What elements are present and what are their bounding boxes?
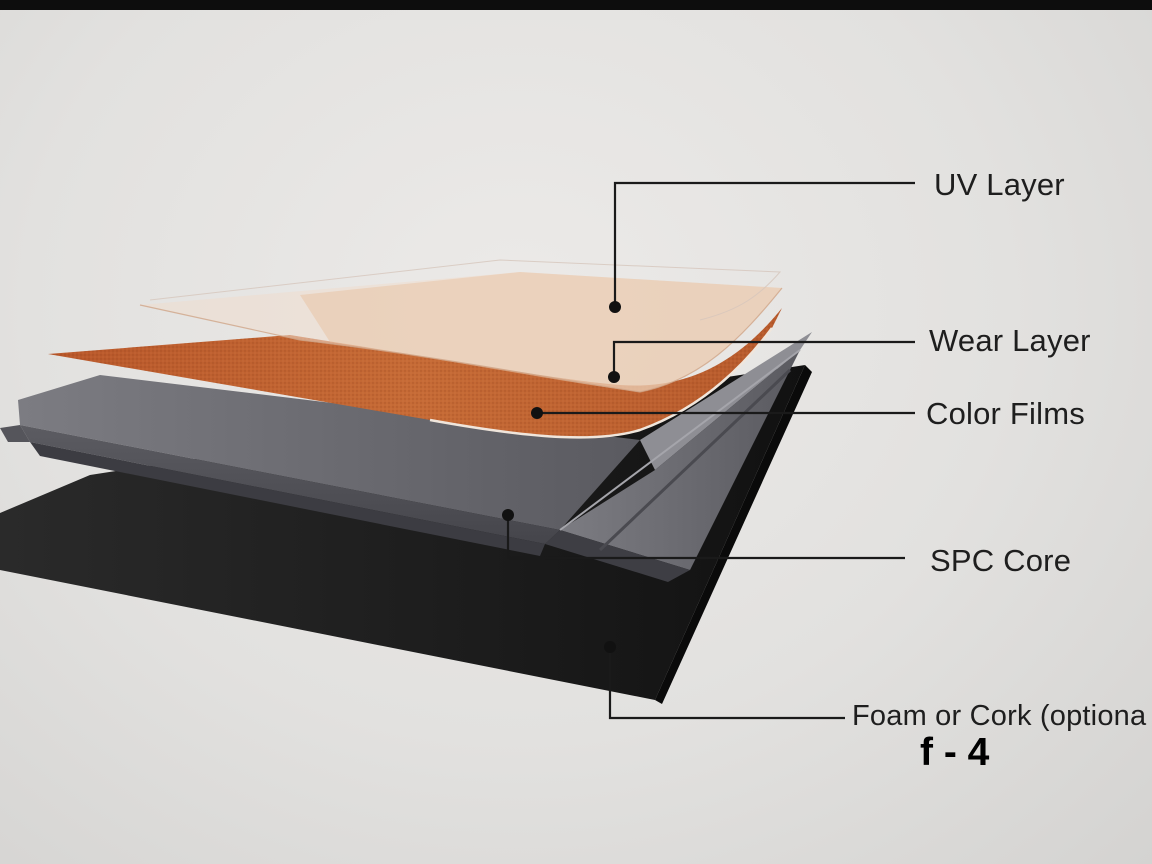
uv-layer-dot: [609, 301, 621, 313]
wear-layer-dot: [608, 371, 620, 383]
uv-layer-label: UV Layer: [934, 167, 1065, 202]
color-films-label: Color Films: [926, 396, 1085, 431]
figure-tag: f - 4: [920, 731, 990, 774]
color-films-dot: [531, 407, 543, 419]
foam-or-cork-label: Foam or Cork (optiona: [852, 700, 1147, 732]
foam-dot: [604, 641, 616, 653]
spc-core-dot: [502, 509, 514, 521]
spc-core-label: SPC Core: [930, 543, 1072, 578]
wear-layer-label: Wear Layer: [929, 323, 1091, 358]
